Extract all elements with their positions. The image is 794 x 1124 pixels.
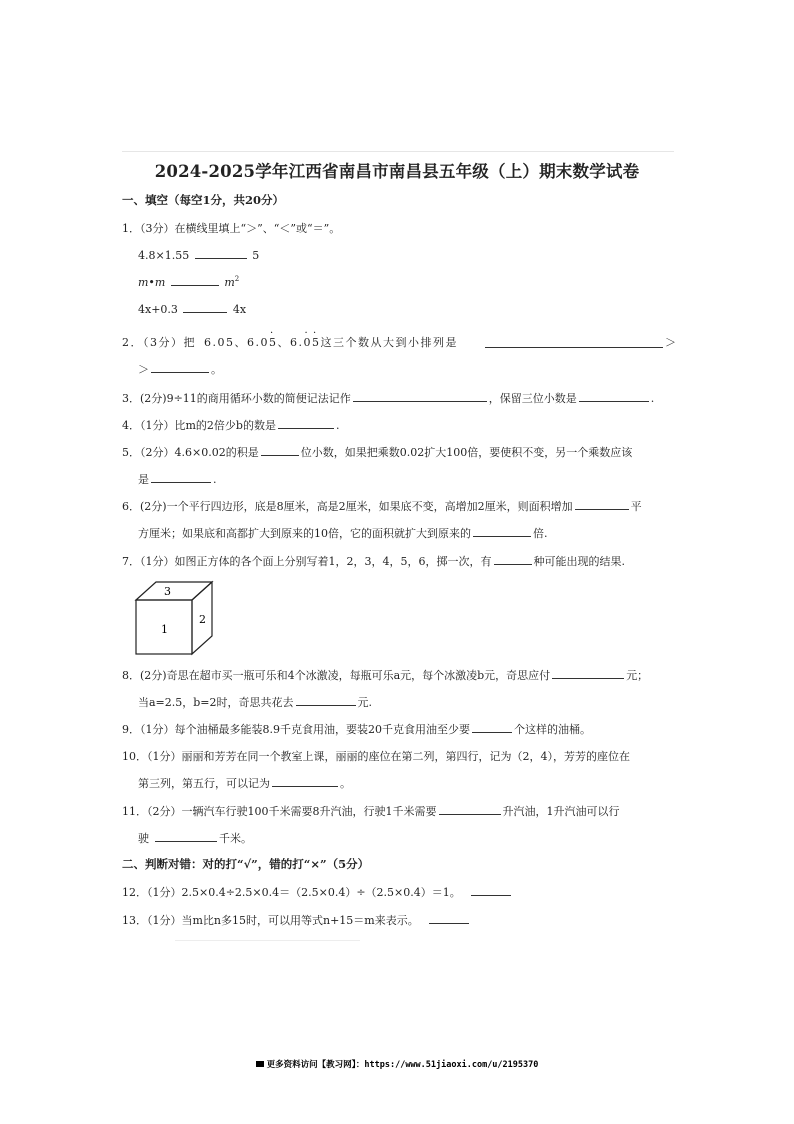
q4 xyxy=(122,417,339,433)
q2-gt-1: ＞ xyxy=(665,336,676,349)
q6-line1 xyxy=(122,498,642,514)
section-2-heading: 二、判断对错：对的打“√”，错的打“×”（5分） xyxy=(122,857,370,871)
q11-text-c: 驶 xyxy=(138,832,149,845)
q1-b-right: m xyxy=(224,276,235,289)
q6-text-b: 平 xyxy=(630,500,642,513)
q1-c xyxy=(138,301,246,316)
q3-blank-2[interactable] xyxy=(579,390,649,402)
q5-text-b: 位小数，如果把乘数0.02扩大100倍，要使积不变，另一个乘数应该 xyxy=(300,446,633,459)
q2-line2 xyxy=(138,361,222,377)
q12 xyxy=(122,884,513,900)
page-break-divider xyxy=(175,940,360,941)
q10-blank[interactable] xyxy=(272,775,338,787)
q2-text-b: 、6. xyxy=(277,336,304,349)
q7 xyxy=(122,553,625,569)
q1-a-left: 4.8×1.55 xyxy=(138,249,190,262)
q8-text-b: 元； xyxy=(626,669,649,682)
q11-blank-1[interactable] xyxy=(439,803,501,815)
q4-end: . xyxy=(335,419,340,432)
q9 xyxy=(122,721,591,737)
q7-text-a: 7．（1分）如图正方体的各个面上分别写着1，2，3，4，5，6，掷一次，有 xyxy=(122,555,492,568)
q8-text-a: 8．(2分)奇思在超市买一瓶可乐和4个冰激凌，每瓶可乐a元，每个冰激凌b元，奇思应付 xyxy=(122,669,551,682)
q8-line2 xyxy=(138,694,372,710)
q2-repeat-digit-1: · 5 xyxy=(269,336,278,349)
q10-text-b: 第三列，第五行，可以记为 xyxy=(138,777,270,790)
q12-blank[interactable] xyxy=(471,884,511,896)
q1-stem: 1．（3分）在横线里填上“＞”、“＜”或“＝”。 xyxy=(122,222,341,235)
q1-a xyxy=(138,247,259,262)
q5-line2 xyxy=(138,471,217,487)
cube-top-label: 3 xyxy=(164,585,171,598)
q13 xyxy=(122,912,471,928)
q2-line1 xyxy=(122,334,458,350)
q2-text-c: 这三个数从大到小排列是 xyxy=(320,336,458,349)
q8-end: 元. xyxy=(357,696,373,709)
q1-c-blank[interactable] xyxy=(183,301,227,313)
q3-blank-1[interactable] xyxy=(353,390,487,402)
q11-blank-2[interactable] xyxy=(155,830,217,842)
q4-text: 4．（1分）比m的2倍少b的数是 xyxy=(122,419,276,432)
q6-text-c: 方厘米；如果底和高都扩大到原来的10倍，它的面积就扩大到原来的 xyxy=(138,527,471,540)
header-divider xyxy=(122,151,674,152)
page-title: 2024-2025学年江西省南昌市南昌县五年级（上）期末数学试卷 xyxy=(154,162,640,181)
q1-b xyxy=(138,274,239,289)
q6-line2 xyxy=(138,525,548,541)
q2-text-a: 2．（3分）把 6.05、6.0 xyxy=(122,336,269,349)
q2-gt-2: ＞ xyxy=(138,363,149,376)
q7-text-b: 种可能出现的结果. xyxy=(533,555,625,568)
cube-side-label: 2 xyxy=(199,613,206,626)
q5-line1 xyxy=(122,444,632,460)
q1-a-blank[interactable] xyxy=(195,247,247,259)
q1-c-left: 4x+0.3 xyxy=(138,303,178,316)
cube-figure xyxy=(134,580,218,656)
q2-repeat-digit-2: · 0 xyxy=(303,336,312,349)
q5-text-c: 是 xyxy=(138,473,149,486)
q9-text-b: 个这样的油桶。 xyxy=(514,723,591,736)
q1-b-sup: 2 xyxy=(234,275,240,283)
q7-blank[interactable] xyxy=(494,553,532,565)
q3 xyxy=(122,390,654,406)
q10-end: 。 xyxy=(340,777,351,790)
q1-c-right: 4x xyxy=(232,303,247,316)
footer xyxy=(0,1058,794,1070)
q11-line2 xyxy=(138,830,252,846)
section-1-heading: 一、填空（每空1分，共20分） xyxy=(122,193,285,207)
q1-a-right: 5 xyxy=(252,249,260,262)
q11-end: 千米。 xyxy=(219,832,252,845)
q6-text-a: 6．(2分)一个平行四边形，底是8厘米，高是2厘米，如果底不变，高增加2厘米，则面积增加 xyxy=(122,500,573,513)
q12-text: 12．（1分）2.5×0.4÷2.5×0.4＝（2.5×0.4）÷（2.5×0.4）＝1。 xyxy=(122,886,461,899)
q6-blank-2[interactable] xyxy=(473,525,531,537)
q11-line1 xyxy=(122,803,620,819)
q8-line1 xyxy=(122,667,648,683)
q10-line2 xyxy=(138,775,351,791)
q8-text-c: 当a=2.5，b=2时，奇思共花去 xyxy=(138,696,294,709)
cube-top-face xyxy=(136,582,212,600)
q13-text: 13．（1分）当m比n多15时，可以用等式n+15＝m来表示。 xyxy=(122,914,419,927)
q5-blank-1[interactable] xyxy=(261,444,299,456)
q10-line1: 10．（1分）丽丽和芳芳在同一个教室上课，丽丽的座位在第二列，第四行，记为（2，4），芳芳的座位在 xyxy=(122,750,630,763)
q1-b-blank[interactable] xyxy=(171,274,219,286)
q2-blank-1[interactable] xyxy=(485,336,663,348)
q9-text-a: 9．（1分）每个油桶最多能装8.9千克食用油，要装20千克食用油至少要 xyxy=(122,723,470,736)
q3-text-a: 3．(2分)9÷11的商用循环小数的简便记法记作 xyxy=(122,392,351,405)
q4-blank[interactable] xyxy=(278,417,334,429)
q8-blank-2[interactable] xyxy=(296,694,356,706)
q1-b-left: m•m xyxy=(138,276,166,289)
q3-text-b: ，保留三位小数是 xyxy=(488,392,577,405)
footer-link[interactable]: 更多资料访问【教习网】：https://www.51jiaoxi.com/u/2195370 xyxy=(266,1060,539,1070)
q5-end: . xyxy=(213,473,217,486)
q2-end: 。 xyxy=(211,363,222,376)
q11-text-b: 升汽油，1升汽油可以行 xyxy=(502,805,620,818)
q13-blank[interactable] xyxy=(429,912,469,924)
flag-icon xyxy=(256,1061,264,1067)
q2-repeat-digit-3: · 5 xyxy=(312,336,321,349)
q5-text-a: 5．（2分）4.6×0.02的积是 xyxy=(122,446,259,459)
q6-blank-1[interactable] xyxy=(575,498,629,510)
q9-blank[interactable] xyxy=(472,721,512,733)
cube-front-label: 1 xyxy=(161,623,168,636)
q5-blank-2[interactable] xyxy=(151,471,211,483)
q6-end: 倍. xyxy=(533,527,548,540)
q2-blank-2[interactable] xyxy=(151,361,209,373)
q8-blank-1[interactable] xyxy=(552,667,624,679)
q11-text-a: 11．（2分）一辆汽车行驶100千米需要8升汽油，行驶1千米需要 xyxy=(122,805,437,818)
q3-end: . xyxy=(650,392,655,405)
